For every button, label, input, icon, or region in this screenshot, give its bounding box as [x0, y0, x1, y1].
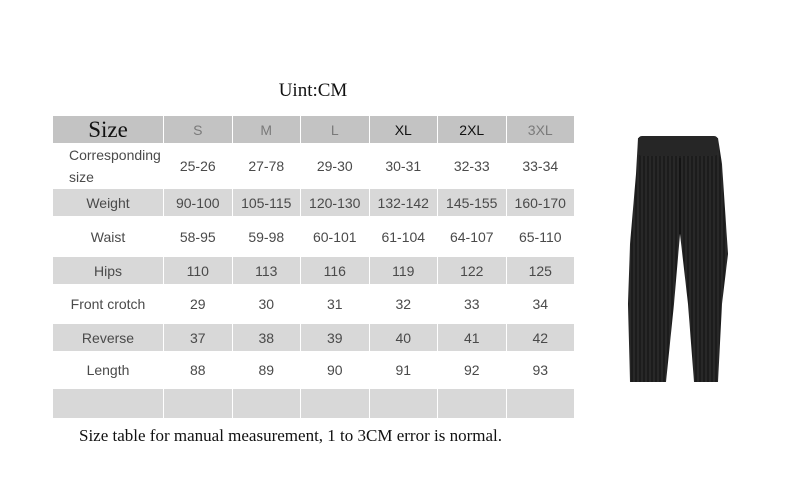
size-header-m: M [232, 116, 301, 144]
size-header-s: S [164, 116, 233, 144]
table-cell: 89 [232, 352, 301, 389]
table-cell [301, 389, 370, 419]
table-cell: 122 [438, 257, 507, 285]
table-row-corresponding-size [53, 144, 575, 189]
table-cell: 30-31 [369, 144, 438, 189]
measurement-note: Size table for manual measurement, 1 to 3CM error is normal. [79, 426, 502, 445]
table-cell [369, 389, 438, 419]
table-cell: 65-110 [506, 217, 575, 257]
table-cell: 38 [232, 324, 301, 352]
table-cell: 113 [232, 257, 301, 285]
table-cell: 116 [301, 257, 370, 285]
size-chart-table [52, 115, 575, 419]
row-label: Corresponding size [53, 144, 164, 189]
table-cell: 64-107 [438, 217, 507, 257]
waistband [638, 136, 718, 156]
table-cell: 31 [301, 285, 370, 324]
table-cell: 90-100 [164, 189, 233, 217]
row-label [53, 389, 164, 419]
table-cell: 92 [438, 352, 507, 389]
table-cell: 110 [164, 257, 233, 285]
table-cell: 37 [164, 324, 233, 352]
table-cell: 125 [506, 257, 575, 285]
table-cell: 32-33 [438, 144, 507, 189]
table-cell: 27-78 [232, 144, 301, 189]
row-label: Weight [53, 189, 164, 217]
row-label: Front crotch [53, 285, 164, 324]
table-cell: 120-130 [301, 189, 370, 217]
table-cell: 160-170 [506, 189, 575, 217]
pants-body [628, 138, 728, 382]
table-row-weight [53, 189, 575, 217]
table-cell: 34 [506, 285, 575, 324]
table-row-length [53, 352, 575, 389]
table-row-hips [53, 257, 575, 285]
table-cell: 93 [506, 352, 575, 389]
table-cell: 58-95 [164, 217, 233, 257]
table-cell: 29-30 [301, 144, 370, 189]
table-header-row [53, 116, 575, 144]
table-cell: 25-26 [164, 144, 233, 189]
table-cell: 29 [164, 285, 233, 324]
size-header-xl: XL [369, 116, 438, 144]
table-cell: 30 [232, 285, 301, 324]
size-header-l: L [301, 116, 370, 144]
table-cell: 41 [438, 324, 507, 352]
table-cell [438, 389, 507, 419]
product-pants-image [624, 134, 734, 386]
row-label: Waist [53, 217, 164, 257]
table-cell: 105-115 [232, 189, 301, 217]
table-row-front-crotch [53, 285, 575, 324]
size-header: Size [53, 116, 164, 144]
table-cell [232, 389, 301, 419]
table-cell [506, 389, 575, 419]
table-cell: 60-101 [301, 217, 370, 257]
table-cell: 88 [164, 352, 233, 389]
table-cell: 40 [369, 324, 438, 352]
table-cell [164, 389, 233, 419]
table-cell: 39 [301, 324, 370, 352]
size-header-3xl: 3XL [506, 116, 575, 144]
table-cell: 32 [369, 285, 438, 324]
table-cell: 119 [369, 257, 438, 285]
table-cell: 42 [506, 324, 575, 352]
row-label: Reverse [53, 324, 164, 352]
table-cell: 91 [369, 352, 438, 389]
size-header-2xl: 2XL [438, 116, 507, 144]
table-cell: 145-155 [438, 189, 507, 217]
table-row-empty [53, 389, 575, 419]
table-row-reverse [53, 324, 575, 352]
table-cell: 90 [301, 352, 370, 389]
table-cell: 33-34 [506, 144, 575, 189]
row-label: Hips [53, 257, 164, 285]
table-row-waist [53, 217, 575, 257]
table-cell: 33 [438, 285, 507, 324]
row-label: Length [53, 352, 164, 389]
table-cell: 61-104 [369, 217, 438, 257]
unit-label: Uint:CM [278, 80, 348, 101]
table-cell: 59-98 [232, 217, 301, 257]
table-cell: 132-142 [369, 189, 438, 217]
